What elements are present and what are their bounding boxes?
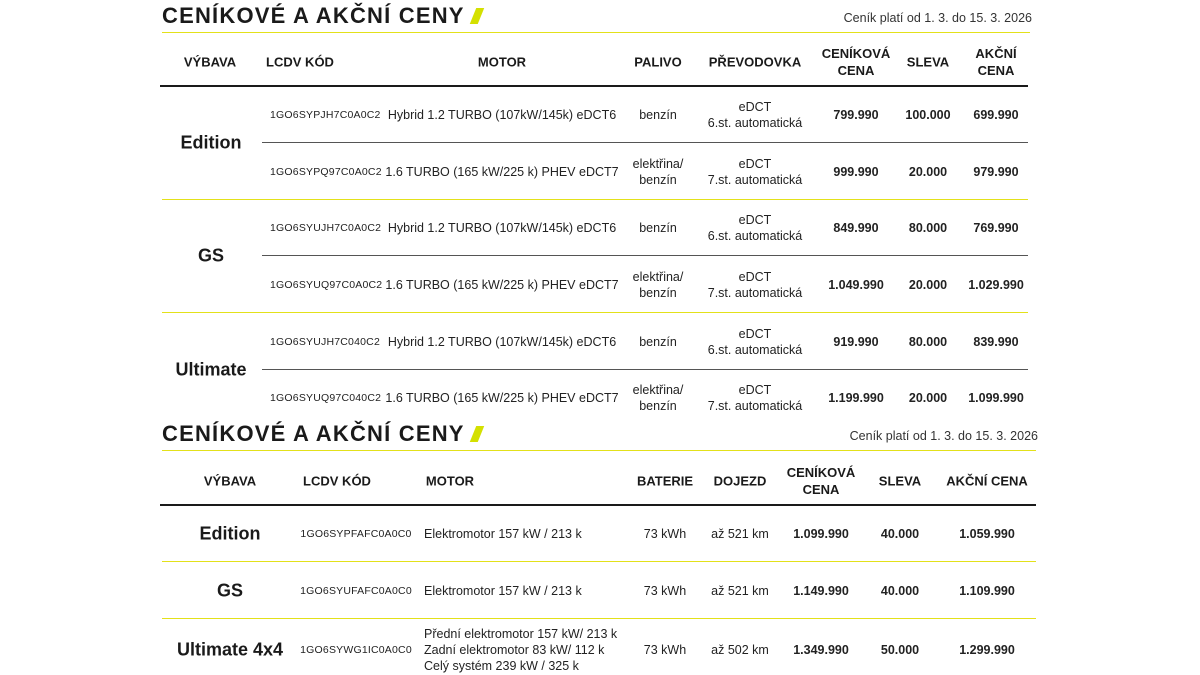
table2-header-rule xyxy=(160,504,1036,506)
yellow-slash-icon xyxy=(469,8,483,24)
row-engine: Hybrid 1.2 TURBO (107kW/145k) eDCT6 xyxy=(387,221,617,235)
trim-ultimate-4x4: Ultimate 4x4 xyxy=(176,639,284,660)
row-action-price: 1.299.990 xyxy=(959,643,1015,657)
row-discount: 40.000 xyxy=(880,584,920,598)
header-action-price: AKČNÍ CENA xyxy=(975,46,1017,78)
row-discount: 100.000 xyxy=(905,108,951,122)
row-code: 1GO6SYUQ97C0A0C2 xyxy=(270,279,383,291)
row-action-price: 1.059.990 xyxy=(959,527,1015,541)
row-range: až 521 km xyxy=(711,527,769,541)
header-fuel: PALIVO xyxy=(634,54,682,70)
row-battery: 73 kWh xyxy=(643,584,687,598)
row-action-price: 979.990 xyxy=(973,165,1019,179)
row-discount: 80.000 xyxy=(908,221,948,235)
header-code: LCDV KÓD xyxy=(303,473,371,489)
header-range: DOJEZD xyxy=(713,473,767,489)
row-list-price: 999.990 xyxy=(833,165,879,179)
header-list-price: CENÍKOVÁ CENA xyxy=(786,465,856,497)
row-divider xyxy=(162,561,1036,562)
row-fuel: elektřina/ benzín xyxy=(632,383,684,413)
yellow-slash-icon xyxy=(469,426,483,442)
row-action-price: 769.990 xyxy=(973,221,1019,235)
row-list-price: 919.990 xyxy=(833,335,879,349)
header-discount: SLEVA xyxy=(878,473,922,489)
row-discount: 20.000 xyxy=(908,278,948,292)
row-discount: 20.000 xyxy=(908,165,948,179)
trim-ultimate: Ultimate xyxy=(175,359,247,380)
header-trim: VÝBAVA xyxy=(183,54,237,70)
row-list-price: 1.149.990 xyxy=(793,584,849,598)
table1-header-rule xyxy=(160,85,1028,87)
trim-gs: GS xyxy=(216,580,244,601)
table1-title: CENÍKOVÉ A AKČNÍ CENY xyxy=(162,3,481,29)
row-code: 1GO6SYUFAFC0A0C0 xyxy=(300,585,412,597)
trim-edition: Edition xyxy=(199,523,261,544)
header-list-price: CENÍKOVÁ CENA xyxy=(821,46,891,78)
group-divider xyxy=(162,312,1028,313)
table1-top-rule xyxy=(162,32,1030,33)
row-action-price: 1.109.990 xyxy=(959,584,1015,598)
row-code: 1GO6SYUJH7C040C2 xyxy=(270,336,380,348)
row-discount: 50.000 xyxy=(880,643,920,657)
row-fuel: benzín xyxy=(639,335,677,349)
row-action-price: 1.099.990 xyxy=(968,391,1024,405)
row-engine: Elektromotor 157 kW / 213 k xyxy=(424,527,582,541)
row-fuel: benzín xyxy=(639,221,677,235)
row-gearbox: eDCT 7.st. automatická xyxy=(707,157,803,187)
row-battery: 73 kWh xyxy=(643,527,687,541)
table2-validity: Ceník platí od 1. 3. do 15. 3. 2026 xyxy=(849,429,1038,443)
row-fuel: elektřina/ benzín xyxy=(632,157,684,187)
table2-title: CENÍKOVÉ A AKČNÍ CENY xyxy=(162,421,481,447)
header-engine: MOTOR xyxy=(477,54,527,70)
row-action-price: 1.029.990 xyxy=(968,278,1024,292)
row-discount: 40.000 xyxy=(880,527,920,541)
trim-gs: GS xyxy=(197,245,225,266)
row-engine: Elektromotor 157 kW / 213 k xyxy=(424,584,582,598)
row-divider xyxy=(262,369,1028,370)
row-discount: 20.000 xyxy=(908,391,948,405)
row-gearbox: eDCT 6.st. automatická xyxy=(707,100,803,130)
row-list-price: 1.049.990 xyxy=(828,278,884,292)
row-list-price: 849.990 xyxy=(833,221,879,235)
row-engine: 1.6 TURBO (165 kW/225 k) PHEV eDCT7 xyxy=(385,391,619,405)
header-engine: MOTOR xyxy=(425,473,475,489)
row-divider xyxy=(262,255,1028,256)
row-battery: 73 kWh xyxy=(643,643,687,657)
row-code: 1GO6SYPQ97C0A0C2 xyxy=(270,166,382,178)
row-gearbox: eDCT 7.st. automatická xyxy=(707,383,803,413)
row-gearbox: eDCT 7.st. automatická xyxy=(707,270,803,300)
trim-edition: Edition xyxy=(180,132,242,153)
row-range: až 521 km xyxy=(711,584,769,598)
group-divider xyxy=(162,199,1028,200)
row-code: 1GO6SYUJH7C0A0C2 xyxy=(270,222,382,234)
row-range: až 502 km xyxy=(711,643,769,657)
header-trim: VÝBAVA xyxy=(203,473,257,489)
row-action-price: 839.990 xyxy=(973,335,1019,349)
row-engine: Přední elektromotor 157 kW/ 213 k Zadní elektromotor 83 kW/ 112 k Celý systém 239 kW / 325 k xyxy=(424,627,618,673)
row-engine: 1.6 TURBO (165 kW/225 k) PHEV eDCT7 xyxy=(385,278,619,292)
row-engine: Hybrid 1.2 TURBO (107kW/145k) eDCT6 xyxy=(387,335,617,349)
row-list-price: 1.199.990 xyxy=(828,391,884,405)
header-battery: BATERIE xyxy=(636,473,694,489)
row-fuel: benzín xyxy=(639,108,677,122)
header-gearbox: PŘEVODOVKA xyxy=(708,54,802,70)
row-code: 1GO6SYPFAFC0A0C0 xyxy=(300,528,412,540)
row-divider xyxy=(262,142,1028,143)
header-discount: SLEVA xyxy=(906,54,950,70)
row-engine: 1.6 TURBO (165 kW/225 k) PHEV eDCT7 xyxy=(385,165,619,179)
row-discount: 80.000 xyxy=(908,335,948,349)
row-code: 1GO6SYPJH7C0A0C2 xyxy=(270,109,381,121)
row-action-price: 699.990 xyxy=(973,108,1019,122)
header-code: LCDV KÓD xyxy=(266,54,334,70)
row-code: 1GO6SYWG1IC0A0C0 xyxy=(300,644,412,656)
header-action-price: AKČNÍ CENA xyxy=(946,473,1028,489)
row-list-price: 799.990 xyxy=(833,108,879,122)
row-code: 1GO6SYUQ97C040C2 xyxy=(270,392,382,404)
table2-top-rule xyxy=(162,450,1036,451)
table1-validity: Ceník platí od 1. 3. do 15. 3. 2026 xyxy=(843,11,1032,25)
row-engine: Hybrid 1.2 TURBO (107kW/145k) eDCT6 xyxy=(387,108,617,122)
row-divider xyxy=(162,618,1036,619)
row-list-price: 1.349.990 xyxy=(793,643,849,657)
row-fuel: elektřina/ benzín xyxy=(632,270,684,300)
row-gearbox: eDCT 6.st. automatická xyxy=(707,213,803,243)
row-list-price: 1.099.990 xyxy=(793,527,849,541)
row-gearbox: eDCT 6.st. automatická xyxy=(707,327,803,357)
